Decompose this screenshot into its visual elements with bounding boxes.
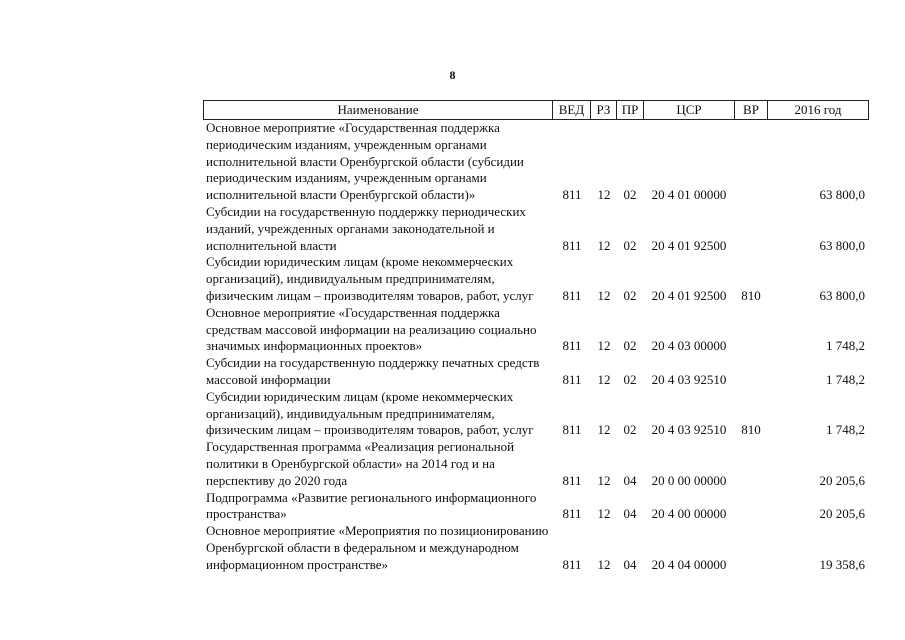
- cell-ved: 811: [562, 506, 582, 522]
- cell-ved: 811: [562, 237, 582, 253]
- cell-rz: 12: [597, 556, 611, 572]
- row-name-line: Оренбургской области в федеральном и международном: [206, 539, 519, 555]
- header-rz: РЗ: [590, 101, 616, 119]
- header-pr: ПР: [616, 101, 643, 119]
- row-name-line: периодическим изданиям, учрежденным органами: [206, 170, 487, 186]
- cell-sum: 63 800,0: [819, 237, 865, 253]
- cell-pr: 02: [623, 338, 637, 354]
- table-row: [0, 439, 905, 489]
- cell-rz: 12: [597, 472, 611, 488]
- cell-vr: 810: [741, 422, 761, 438]
- table-row: [0, 305, 905, 355]
- row-name-line: физическим лицам – производителям товаров, работ, услуг: [206, 422, 534, 438]
- cell-sum: 63 800,0: [819, 287, 865, 303]
- cell-sum: 20 205,6: [819, 472, 865, 488]
- cell-vr: 810: [741, 287, 761, 303]
- table-row: [0, 120, 905, 204]
- cell-pr: 02: [623, 287, 637, 303]
- cell-ved: 811: [562, 338, 582, 354]
- cell-rz: 12: [597, 287, 611, 303]
- row-name: [206, 389, 551, 439]
- row-name-line: Субсидии юридическим лицам (кроме некоммерческих: [206, 388, 514, 404]
- table-row: [0, 389, 905, 439]
- row-name-line: значимых информационных проектов»: [206, 338, 423, 354]
- cell-pr: 04: [623, 556, 637, 572]
- table-row: [0, 355, 905, 389]
- row-name-line: организаций), индивидуальным предпринимателям,: [206, 271, 495, 287]
- row-name-line: массовой информации: [206, 371, 331, 387]
- header-csr: ЦСР: [643, 101, 734, 119]
- row-name-line: Подпрограмма «Развитие регионального информационного: [206, 489, 537, 505]
- cell-sum: 1 748,2: [826, 338, 865, 354]
- row-name-line: информационном пространстве»: [206, 556, 389, 572]
- table-header: [203, 100, 869, 120]
- cell-csr: 20 4 03 00000: [651, 338, 727, 354]
- table-row: [0, 490, 905, 524]
- row-name: [206, 490, 551, 524]
- row-name-line: Субсидии юридическим лицам (кроме некоммерческих: [206, 254, 514, 270]
- cell-ved: 811: [562, 187, 582, 203]
- row-name-line: Основное мероприятие «Мероприятия по позиционированию: [206, 523, 549, 539]
- row-name-line: Основное мероприятие «Государственная поддержка: [206, 304, 500, 320]
- cell-ved: 811: [562, 422, 582, 438]
- row-name-line: физическим лицам – производителям товаров, работ, услуг: [206, 287, 534, 303]
- cell-csr: 20 0 00 00000: [651, 472, 727, 488]
- row-name: [206, 305, 551, 355]
- table-row: [0, 523, 905, 573]
- cell-ved: 811: [562, 371, 582, 387]
- row-name: [206, 254, 551, 304]
- cell-sum: 1 748,2: [826, 422, 865, 438]
- header-year: 2016 год: [767, 101, 869, 119]
- header-vr: ВР: [734, 101, 767, 119]
- row-name-line: пространства»: [206, 506, 287, 522]
- cell-sum: 1 748,2: [826, 371, 865, 387]
- row-name: [206, 523, 551, 573]
- cell-rz: 12: [597, 371, 611, 387]
- cell-csr: 20 4 04 00000: [651, 556, 727, 572]
- row-name-line: исполнительной власти Оренбургской области)»: [206, 187, 476, 203]
- cell-rz: 12: [597, 422, 611, 438]
- row-name-line: Основное мероприятие «Государственная поддержка: [206, 120, 500, 136]
- cell-pr: 04: [623, 506, 637, 522]
- cell-rz: 12: [597, 506, 611, 522]
- cell-rz: 12: [597, 338, 611, 354]
- cell-sum: 20 205,6: [819, 506, 865, 522]
- cell-csr: 20 4 01 92500: [651, 287, 727, 303]
- row-name-line: Государственная программа «Реализация региональной: [206, 439, 515, 455]
- row-name-line: исполнительной власти Оренбургской области (субсидии: [206, 153, 524, 169]
- row-name: [206, 439, 551, 489]
- cell-pr: 02: [623, 371, 637, 387]
- cell-ved: 811: [562, 287, 582, 303]
- cell-csr: 20 4 01 92500: [651, 237, 727, 253]
- row-name-line: перспективу до 2020 года: [206, 472, 348, 488]
- row-name-line: средствам массовой информации на реализацию социально: [206, 321, 537, 337]
- cell-sum: 63 800,0: [819, 187, 865, 203]
- row-name-line: изданий, учрежденных органами законодательной и: [206, 220, 495, 236]
- cell-pr: 02: [623, 237, 637, 253]
- cell-csr: 20 4 01 00000: [651, 187, 727, 203]
- row-name-line: организаций), индивидуальным предпринимателям,: [206, 405, 495, 421]
- row-name-line: политики в Оренбургской области» на 2014 год и на: [206, 455, 495, 471]
- row-name-line: исполнительной власти: [206, 237, 337, 253]
- row-name: [206, 120, 551, 204]
- cell-csr: 20 4 00 00000: [651, 506, 727, 522]
- row-name: [206, 355, 551, 389]
- row-name-line: периодическим изданиям, учрежденным органами: [206, 136, 487, 152]
- cell-sum: 19 358,6: [819, 556, 865, 572]
- cell-csr: 20 4 03 92510: [651, 422, 727, 438]
- page-number: 8: [449, 68, 456, 82]
- table-row: [0, 204, 905, 254]
- row-name-line: Субсидии на государственную поддержку печатных средств: [206, 355, 540, 371]
- cell-pr: 04: [623, 472, 637, 488]
- cell-ved: 811: [562, 472, 582, 488]
- header-ved: ВЕД: [552, 101, 590, 119]
- cell-rz: 12: [597, 187, 611, 203]
- row-name-line: Субсидии на государственную поддержку периодических: [206, 204, 526, 219]
- cell-pr: 02: [623, 422, 637, 438]
- cell-csr: 20 4 03 92510: [651, 371, 727, 387]
- cell-rz: 12: [597, 237, 611, 253]
- cell-ved: 811: [562, 556, 582, 572]
- table-row: [0, 254, 905, 304]
- cell-pr: 02: [623, 187, 637, 203]
- header-name: Наименование: [203, 101, 552, 119]
- row-name: [206, 204, 551, 254]
